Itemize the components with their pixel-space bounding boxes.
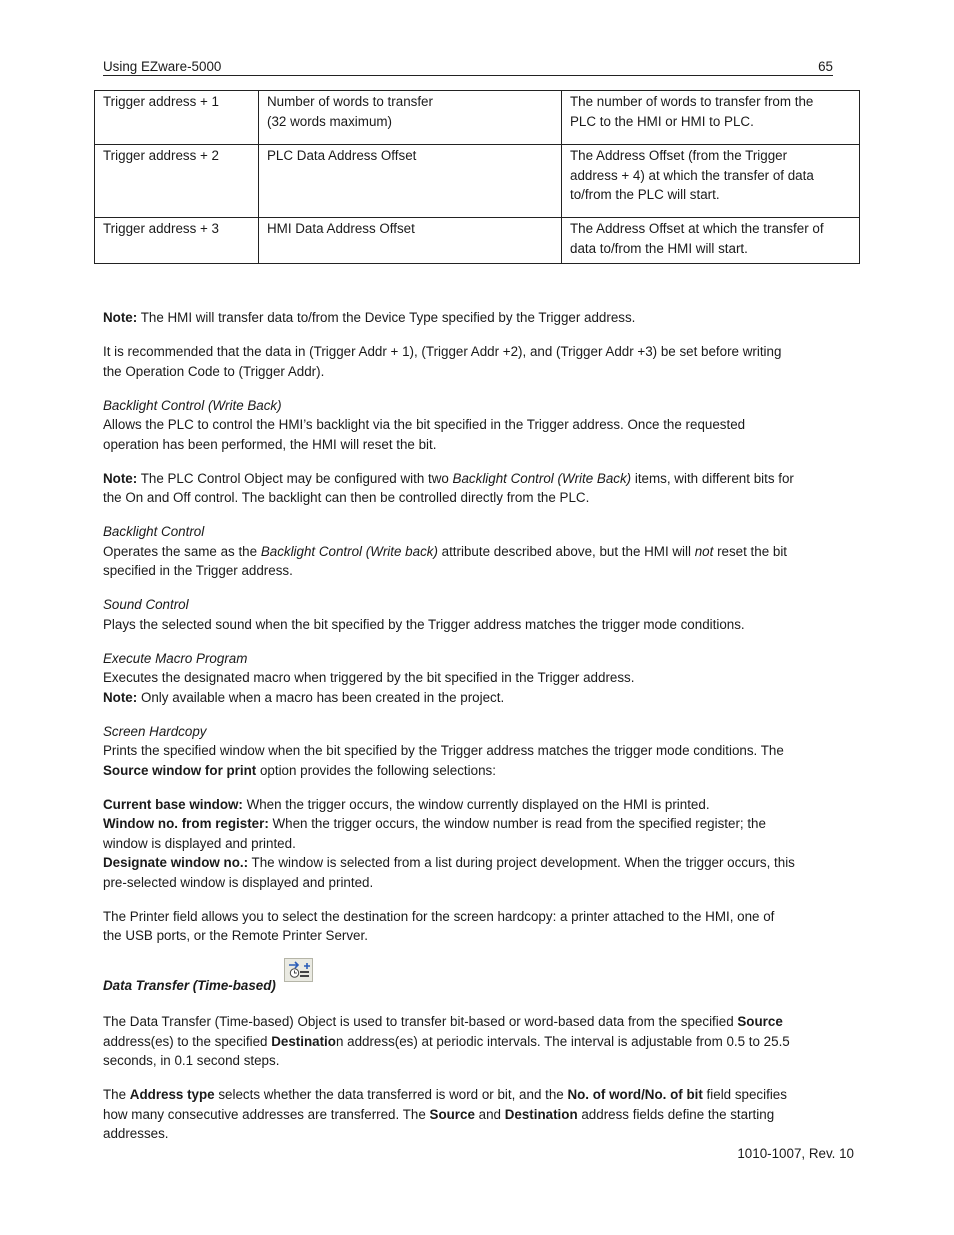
field-cell: PLC Data Address Offset	[259, 145, 562, 218]
trigger-address-table	[94, 90, 860, 264]
printer-paragraph: The Printer field allows you to select the destination for the screen hardcopy: a printer attached to the HMI, one of the USB ports, or the Remote Printer Server.	[103, 908, 775, 943]
window-options: Current base window: When the trigger occurs, the window currently displayed on the HMI is printed. Window no. from register: When the trigger occurs, the window number is read from the specified register; the window is displayed and printed. Designate window no.: The window is selected from a list during project development. When the trigger occurs, this pre-selected window is displayed and printed.	[103, 796, 795, 890]
description-cell: The number of words to transfer from the PLC to the HMI or HMI to PLC.	[562, 91, 860, 145]
field-cell: HMI Data Address Offset	[259, 218, 562, 264]
subheading-screen-hardcopy: Screen Hardcopy	[103, 723, 207, 739]
backlight-write-back-desc: Allows the PLC to control the HMI’s backlight via the bit specified in the Trigger address. Once the requested operation has been performed, the HMI will reset the bit.	[103, 417, 746, 452]
subheading-execute-macro: Execute Macro Program	[103, 650, 248, 666]
note-backlight: Note: The PLC Control Object may be configured with two Backlight Control (Write Back) items, with different bits for the On and Off control. The backlight can then be controlled directly from the PLC.	[103, 470, 794, 505]
table-row	[95, 91, 860, 145]
page-number: 65	[818, 59, 833, 74]
address-cell: Trigger address + 1	[95, 91, 259, 145]
recommendation-paragraph: It is recommended that the data in (Trigger Addr + 1), (Trigger Addr +2), and (Trigger Addr +3) be set before writing the Operation Code to (Trigger Addr).	[103, 344, 782, 379]
backlight-control-desc: Operates the same as the Backlight Control (Write back) attribute described above, but the HMI will not reset the bit specified in the Trigger address.	[103, 543, 788, 578]
field-cell: Number of words to transfer (32 words maximum)	[259, 91, 562, 145]
execute-macro-desc: Executes the designated macro when triggered by the bit specified in the Trigger address.	[103, 670, 635, 685]
screen-hardcopy-desc: Prints the specified window when the bit specified by the Trigger address matches the trigger mode conditions. The Source window for print option provides the following selections:	[103, 743, 784, 778]
data-transfer-desc: The Data Transfer (Time-based) Object is used to transfer bit-based or word-based data from the specified Source address(es) to the specified Destination address(es) at periodic intervals. The interval is adjustable from 0.5 to 25.5 seconds, in 0.1 second steps.	[103, 1014, 790, 1068]
address-cell: Trigger address + 2	[95, 145, 259, 218]
note-trigger: Note: The HMI will transfer data to/from the Device Type specified by the Trigger address.	[103, 310, 636, 325]
data-transfer-heading	[103, 972, 853, 998]
subheading-backlight-control: Backlight Control	[103, 524, 205, 539]
description-cell: The Address Offset (from the Trigger address + 4) at which the transfer of data to/from the PLC will start.	[562, 145, 860, 218]
address-cell: Trigger address + 3	[95, 218, 259, 264]
note-macro: Note: Only available when a macro has been created in the project.	[103, 689, 505, 705]
description-cell: The Address Offset at which the transfer of data to/from the HMI will start.	[562, 218, 860, 264]
table-row	[95, 145, 860, 218]
page-header	[103, 57, 833, 76]
subheading-backlight-write-back: Backlight Control (Write Back)	[103, 397, 282, 413]
document-body	[103, 308, 853, 1144]
subheading-sound-control: Sound Control	[103, 597, 189, 612]
page-footer: 1010-1007, Rev. 10	[737, 1146, 854, 1161]
section-title: Data Transfer (Time-based)	[103, 977, 276, 993]
header-title: Using EZware-5000	[103, 59, 222, 74]
sound-control-desc: Plays the selected sound when the bit specified by the Trigger address matches the trigger mode conditions.	[103, 616, 745, 632]
table-row	[95, 218, 860, 264]
data-transfer-time-icon	[284, 958, 313, 982]
address-type-paragraph: The Address type selects whether the data transferred is word or bit, and the No. of word/No. of bit field specifies how many consecutive addresses are transferred. The Source and Destination address fields define the starting addresses.	[103, 1087, 787, 1141]
